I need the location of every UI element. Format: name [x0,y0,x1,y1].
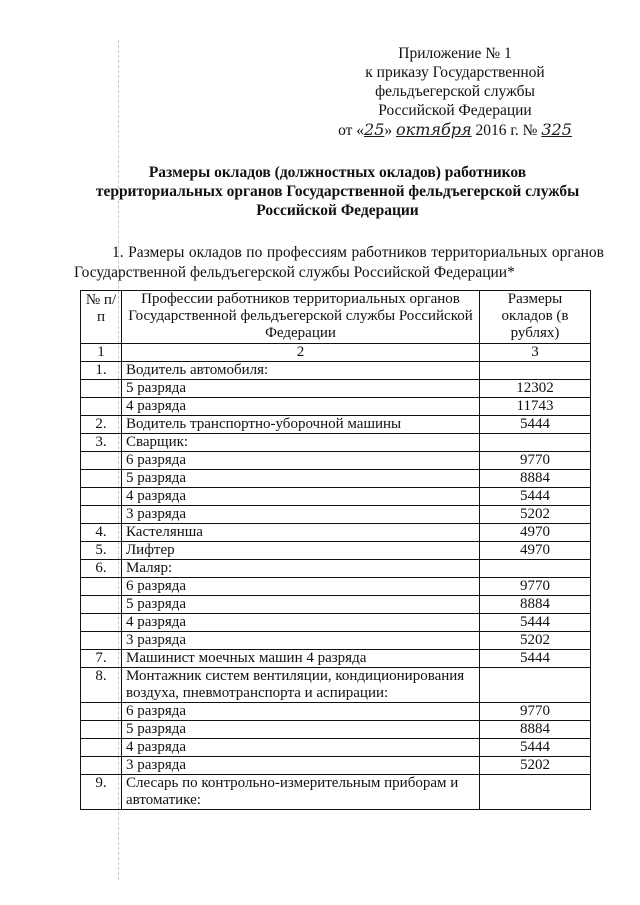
column-index: 3 [480,344,591,362]
table-row [81,721,591,739]
row-number [81,452,122,470]
table-row [81,380,591,398]
appendix-block [330,44,580,140]
table-row [81,703,591,721]
table-row [81,398,591,416]
row-number: 7. [81,650,122,668]
document-title [60,163,615,220]
header-salary: Размеры окладов (в рублях) [480,291,591,344]
profession-cell: Монтажник систем вентиляции, кондиционирования воздуха, пневмотранспорта и аспирации: [122,668,480,703]
salary-cell: 9770 [480,452,591,470]
table-row [81,560,591,578]
row-number: 9. [81,775,122,810]
table-row [81,650,591,668]
handwritten-day: 25 [364,120,385,139]
profession-cell: 5 разряда [122,721,480,739]
table-header-row [81,291,591,344]
salary-cell: 9770 [480,578,591,596]
salary-cell: 5444 [480,614,591,632]
row-number [81,470,122,488]
table-row [81,596,591,614]
row-number [81,757,122,775]
salary-cell: 8884 [480,721,591,739]
date-quote-close: » [384,122,393,139]
table-row [81,668,591,703]
profession-cell: 4 разряда [122,488,480,506]
title-line-1: Размеры окладов (должностных окладов) работников [148,164,527,181]
profession-cell: 4 разряда [122,739,480,757]
salary-table [80,290,591,810]
row-number [81,632,122,650]
profession-cell: Сварщик: [122,434,480,452]
profession-cell: 5 разряда [122,470,480,488]
salary-cell: 4970 [480,542,591,560]
profession-cell: Кастелянша [122,524,480,542]
table-row [81,775,591,810]
salary-cell: 5444 [480,650,591,668]
row-number: 1. [81,362,122,380]
table-row [81,542,591,560]
table-row [81,434,591,452]
table-row [81,524,591,542]
row-number [81,721,122,739]
table-row [81,614,591,632]
row-number [81,739,122,757]
table-row [81,506,591,524]
salary-cell [480,560,591,578]
row-number: 5. [81,542,122,560]
row-number [81,578,122,596]
salary-cell [480,362,591,380]
row-number [81,398,122,416]
profession-cell: 4 разряда [122,398,480,416]
row-number: 4. [81,524,122,542]
header-profession: Профессии работников территориальных органов Государственной фельдъегерской службы Российской Федерации [122,291,480,344]
salary-cell: 5444 [480,416,591,434]
profession-cell: Водитель транспортно-уборочной машины [122,416,480,434]
title-line-3: Российской Федерации [256,202,419,219]
profession-cell: Машинист моечных машин 4 разряда [122,650,480,668]
profession-cell: 5 разряда [122,596,480,614]
profession-cell: 3 разряда [122,632,480,650]
appendix-country: Российской Федерации [378,102,532,119]
salary-cell: 9770 [480,703,591,721]
salary-cell: 4970 [480,524,591,542]
order-date-line [330,120,580,140]
profession-cell: Лифтер [122,542,480,560]
row-number: 8. [81,668,122,703]
salary-cell: 11743 [480,398,591,416]
column-index: 2 [122,344,480,362]
row-number [81,506,122,524]
section-intro: 1. Размеры окладов по профессиям работников территориальных органов Государственной фельдъегерской службы Российской Федерации* [74,244,604,281]
column-index-row [81,344,591,362]
appendix-order: к приказу Государственной [365,64,545,81]
table-row [81,470,591,488]
salary-cell: 5444 [480,488,591,506]
table-row [81,452,591,470]
row-number [81,380,122,398]
date-prefix: от « [338,122,365,139]
table-row [81,739,591,757]
row-number [81,703,122,721]
salary-cell: 5444 [480,739,591,757]
row-number [81,614,122,632]
profession-cell: 6 разряда [122,578,480,596]
title-line-2: территориальных органов Государственной фельдъегерской службы [95,183,580,200]
profession-cell: Водитель автомобиля: [122,362,480,380]
table-row [81,632,591,650]
table-row [81,578,591,596]
row-number: 2. [81,416,122,434]
salary-cell: 5202 [480,632,591,650]
header-number: № п/п [81,291,122,344]
profession-cell: 5 разряда [122,380,480,398]
appendix-title: Приложение № 1 [398,45,512,62]
salary-cell: 8884 [480,470,591,488]
salary-cell [480,434,591,452]
table-row [81,362,591,380]
table-row [81,757,591,775]
profession-cell: 6 разряда [122,452,480,470]
salary-cell [480,668,591,703]
row-number: 3. [81,434,122,452]
salary-cell: 8884 [480,596,591,614]
salary-cell: 12302 [480,380,591,398]
profession-cell: Маляр: [122,560,480,578]
salary-cell: 5202 [480,506,591,524]
profession-cell: 6 разряда [122,703,480,721]
appendix-service: фельдъегерской службы [375,83,535,100]
year-suffix: 2016 г. № [475,122,538,139]
table-row [81,488,591,506]
profession-cell: 3 разряда [122,757,480,775]
handwritten-month: октября [396,120,472,139]
row-number [81,596,122,614]
profession-cell: Слесарь по контрольно-измерительным приборам и автоматике: [122,775,480,810]
handwritten-order-number: 325 [541,120,572,139]
profession-cell: 3 разряда [122,506,480,524]
salary-cell [480,775,591,810]
salary-cell: 5202 [480,757,591,775]
row-number: 6. [81,560,122,578]
table-row [81,416,591,434]
column-index: 1 [81,344,122,362]
profession-cell: 4 разряда [122,614,480,632]
row-number [81,488,122,506]
